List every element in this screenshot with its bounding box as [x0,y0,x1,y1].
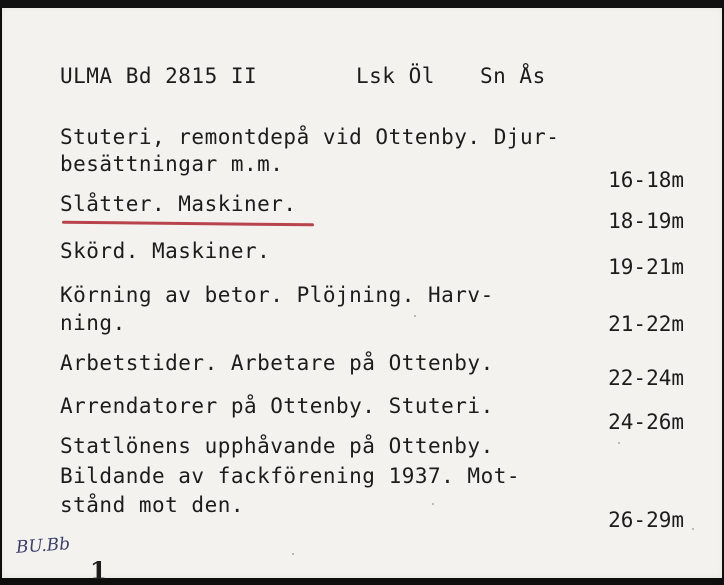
entry-line: Skörd. Maskiner. [60,239,271,263]
entry-line: Slåtter. Maskiner. [60,192,297,216]
paper-speck [292,553,294,555]
county-code: Lsk Öl [356,64,435,88]
entry-line: Statlönens upphåvande på Ottenby. [60,434,494,458]
handwritten-note: BU.Bb [15,534,71,558]
archive-reference: ULMA Bd 2815 II [60,64,258,88]
page-range: 26-29m [608,508,684,532]
entry-line: Arrendatorer på Ottenby. Stuteri. [60,394,494,418]
page-range: 16-18m [608,168,684,192]
parish-code: Sn Ås [480,64,546,88]
entry-line: Stuteri, remontdepå vid Ottenby. Djur- [60,125,560,149]
entry-line: stånd mot den. [60,493,245,517]
page-range: 19-21m [608,255,684,279]
paper-speck [618,442,620,444]
entry-line: Arbetstider. Arbetare på Ottenby. [60,351,494,375]
paper-speck [692,528,694,530]
entry-line: ning. [60,311,126,335]
entry-line: Bildande av fackförening 1937. Mot- [60,464,521,488]
archive-index-card [2,8,722,585]
red-underline [62,221,314,227]
entry-line: besättningar m.m. [60,152,284,176]
paper-speck [414,315,416,317]
paper-speck [432,503,434,505]
page-range: 22-24m [608,366,684,390]
handwritten-number: 1 [90,556,107,585]
top-edge [0,0,724,8]
page-range: 18-19m [608,209,684,233]
page-range: 21-22m [608,312,684,336]
page-range: 24-26m [608,410,684,434]
entry-line: Körning av betor. Plöjning. Harv- [60,283,494,307]
